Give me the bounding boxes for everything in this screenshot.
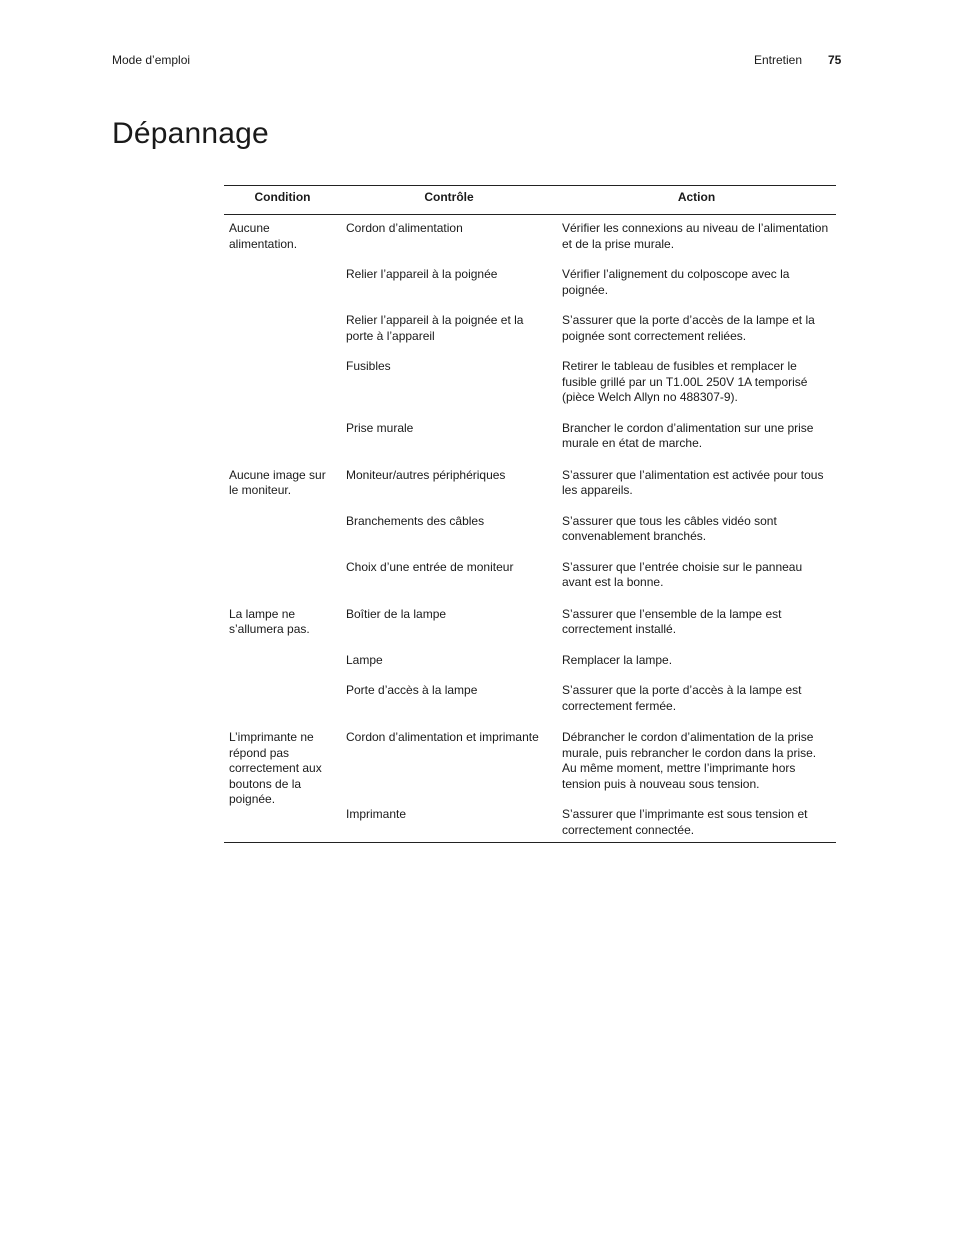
action-text: Remplacer la lampe. [562, 652, 673, 667]
troubleshooting-table [224, 185, 836, 843]
action-cell [557, 683, 836, 714]
action-text: Brancher le cordon d’alimentation sur une prise murale en état de marche. [562, 420, 814, 450]
action-cell [557, 807, 836, 838]
controle-cell: Moniteur/autres périphériques [346, 467, 506, 482]
action-cell [557, 607, 836, 638]
controle-cell: Branchements des câbles [346, 513, 485, 528]
column-header-condition: Condition [254, 190, 311, 204]
action-text: Vérifier l’alignement du colposcope avec la poignée. [562, 267, 790, 297]
action-text: Au même moment, mettre l’imprimante hors tension puis à nouveau sous tension. [562, 761, 796, 791]
table-body [224, 215, 836, 842]
table-row [341, 653, 836, 669]
controle-cell: Relier l’appareil à la poignée et la porte à l’appareil [346, 313, 524, 343]
condition-cell: L’imprimante ne répond pas correctement aux boutons de la poignée. [229, 730, 322, 806]
table-row [341, 313, 836, 344]
action-cell [557, 468, 836, 499]
condition-cell: Aucune image sur le moniteur. [229, 467, 326, 497]
action-cell [557, 221, 836, 252]
action-cell [557, 313, 836, 344]
table-row [341, 683, 836, 714]
condition-group [224, 462, 836, 601]
action-cell [557, 267, 836, 298]
action-text: Vérifier les connexions au niveau de l’alimentation et de la prise murale. [562, 221, 829, 251]
controle-cell: Prise murale [346, 420, 414, 435]
running-header-doc-title: Mode d’emploi [112, 53, 191, 67]
controle-cell: Porte d’accès à la lampe [346, 683, 478, 697]
action-cell [557, 359, 836, 406]
condition-cell: La lampe ne s’allumera pas. [229, 606, 310, 636]
condition-group [224, 724, 836, 842]
action-cell [557, 514, 836, 545]
action-text: Débrancher le cordon d’alimentation de la prise murale, puis rebrancher le cordon dans la prise. [562, 730, 817, 760]
table-row [341, 221, 836, 252]
running-header-section: Entretien [754, 53, 803, 67]
action-cell [557, 730, 836, 792]
controle-cell: Boîtier de la lampe [346, 606, 447, 621]
table-row [341, 807, 836, 838]
condition-group [224, 601, 836, 725]
table-row [341, 421, 836, 452]
table-row [341, 359, 836, 406]
controle-cell: Imprimante [346, 807, 407, 821]
page-title: Dépannage [112, 117, 269, 150]
condition-group [224, 215, 836, 462]
table-row [341, 607, 836, 638]
controle-cell: Fusibles [346, 359, 391, 373]
action-text: S’assurer que la porte d’accès à la lampe est correctement fermée. [562, 683, 802, 713]
controle-cell: Choix d’une entrée de moniteur [346, 559, 514, 574]
action-cell [557, 653, 836, 669]
action-text: S’assurer que la porte d’accès de la lampe et la poignée sont correctement reliées. [562, 313, 815, 343]
action-text: S’assurer que l’imprimante est sous tension et correctement connectée. [562, 807, 808, 837]
table-row [341, 560, 836, 591]
controle-cell: Lampe [346, 652, 383, 667]
column-header-action: Action [677, 190, 716, 204]
action-cell [557, 421, 836, 452]
action-text: S’assurer que l’alimentation est activée pour tous les appareils. [562, 467, 824, 497]
condition-cell: Aucune alimentation. [229, 221, 298, 251]
table-row [341, 267, 836, 298]
table-row [341, 730, 836, 792]
controle-cell: Relier l’appareil à la poignée [346, 267, 498, 281]
action-text: S’assurer que l’entrée choisie sur le panneau avant est la bonne. [562, 559, 803, 589]
table-header-row [224, 186, 836, 215]
controle-cell: Cordon d’alimentation [346, 221, 463, 235]
column-header-controle: Contrôle [424, 190, 474, 204]
action-text: S’assurer que tous les câbles vidéo sont convenablement branchés. [562, 513, 777, 543]
controle-cell: Cordon d’alimentation et imprimante [346, 730, 539, 744]
action-cell [557, 560, 836, 591]
action-text: Retirer le tableau de fusibles et remplacer le fusible grillé par un T1.00L 250V 1A temporisé (pièce Welch Allyn no 488307-9). [562, 359, 808, 404]
action-text: S’assurer que l’ensemble de la lampe est correctement installé. [562, 606, 782, 636]
table-row [341, 514, 836, 545]
page-number: 75 [828, 53, 842, 67]
table-row [341, 468, 836, 499]
